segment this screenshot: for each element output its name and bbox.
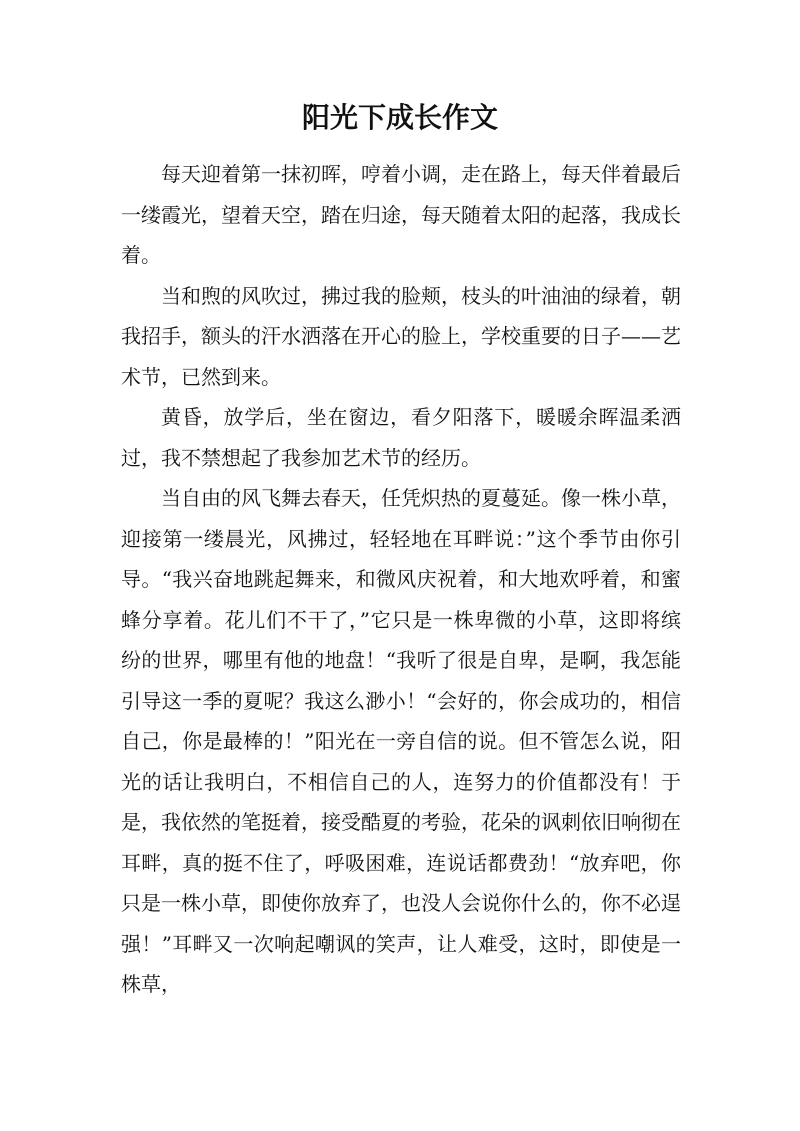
paragraph-2: 当和煦的风吹过，拂过我的脸颊，枝头的叶油油的绿着，朝我招手，额头的汗水洒落在开心的脸上，学校重要的日子——艺术节，已然到来。 (121, 283, 681, 389)
document-title: 阳光下成长作文 (301, 101, 498, 134)
document-body (121, 154, 681, 1005)
paragraph-4: 当自由的风飞舞去春天，任凭炽热的夏蔓延。像一株小草，迎接第一缕晨光，风拂过，轻轻地在耳畔说：”这个季节由你引导。“我兴奋地跳起舞来，和微风庆祝着，和大地欢呼着，和蜜蜂分享着。花儿们不干了，”它只是一株卑微的小草，这即将缤纷的世界，哪里有他的地盘！“我听了很是自卑，是啊，我怎能引导这一季的夏呢？我这么渺小！“会好的，你会成功的，相信自己，你是最棒的！”阳光在一旁自信的说。但不管怎么说，阳光的话让我明白，不相信自己的人，连努力的价值都没有！于是，我依然的笔挺着，接受酷夏的考验，花朵的讽刺依旧响彻在耳畔，真的挺不住了，呼吸困难，连说话都费劲！“放弃吧，你只是一株小草，即使你放弃了，也没人会说你什么的，你不必逞强！”耳畔又一次响起嘲讽的笑声，让人难受，这时，即使是一株草， (121, 486, 681, 996)
paragraph-3: 黄昏，放学后，坐在窗边，看夕阳落下，暖暖余晖温柔洒过，我不禁想起了我参加艺术节的经历。 (121, 405, 681, 470)
paragraph-1: 每天迎着第一抹初晖，哼着小调，走在路上，每天伴着最后一缕霞光，望着天空，踏在归途，每天随着太阳的起落，我成长着。 (121, 162, 681, 267)
